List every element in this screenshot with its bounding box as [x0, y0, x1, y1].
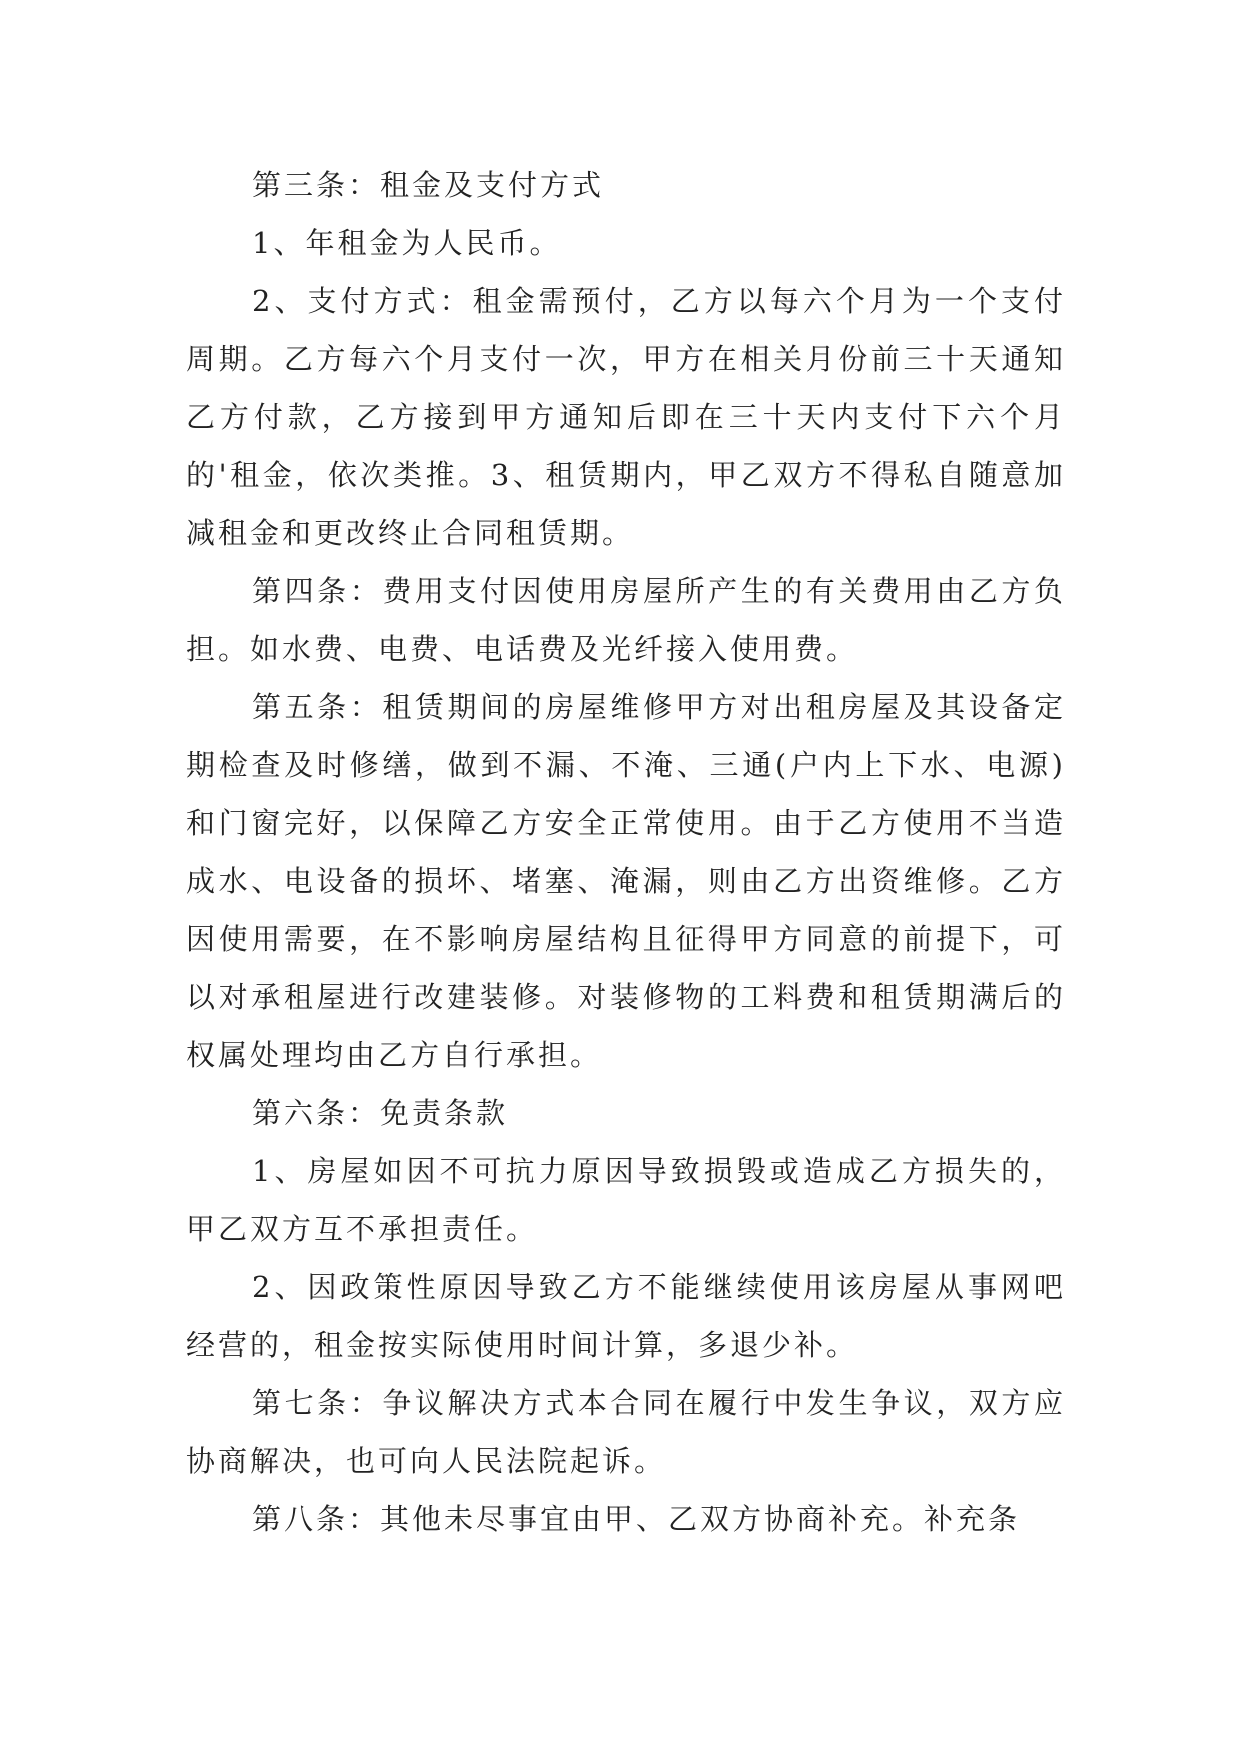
- article-6-heading: 第六条：免责条款: [252, 1096, 509, 1130]
- article-8-other-matters: 第八条：其他未尽事宜由甲、乙双方协商补充。补充条: [252, 1502, 1021, 1536]
- article-4-fees: 第四条：费用支付因使用房屋所产生的有关费用由乙方负担。如水费、电费、电话费及光纤接入使用费。: [186, 574, 1066, 666]
- annual-rent-clause: 1、年租金为人民币。: [252, 226, 562, 260]
- article-5-maintenance: 第五条：租赁期间的房屋维修甲方对出租房屋及其设备定期检查及时修缮，做到不漏、不淹、三通(户内上下水、电源)和门窗完好，以保障乙方安全正常使用。由于乙方使用不当造成水、电设备的损坏、堵塞、淹漏，则由乙方出资维修。乙方因使用需要，在不影响房屋结构且征得甲方同意的前提下，可以对承租屋进行改建装修。对装修物的工料费和租赁期满后的权属处理均由乙方自行承担。: [186, 690, 1066, 1072]
- force-majeure-clause: 1、房屋如因不可抗力原因导致损毁或造成乙方损失的，甲乙双方互不承担责任。: [186, 1154, 1066, 1246]
- payment-method-clause: 2、支付方式：租金需预付，乙方以每六个月为一个支付周期。乙方每六个月支付一次，甲方在相关月份前三十天通知乙方付款，乙方接到甲方通知后即在三十天内支付下六个月的'租金，依次类推。3、租赁期内，甲乙双方不得私自随意加减租金和更改终止合同租赁期。: [186, 284, 1066, 550]
- document-body: [186, 156, 1066, 1548]
- article-7-disputes: 第七条：争议解决方式本合同在履行中发生争议，双方应协商解决，也可向人民法院起诉。: [186, 1386, 1066, 1478]
- article-3-heading: 第三条：租金及支付方式: [252, 168, 605, 202]
- policy-clause: 2、因政策性原因导致乙方不能继续使用该房屋从事网吧经营的，租金按实际使用时间计算，多退少补。: [186, 1270, 1066, 1362]
